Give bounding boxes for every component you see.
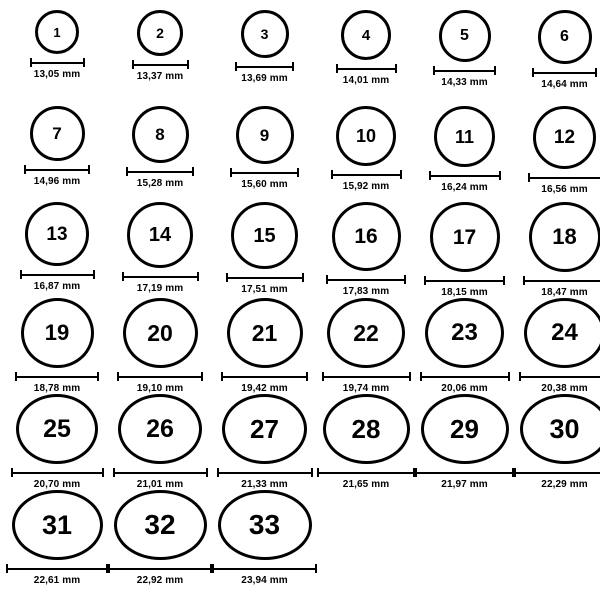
ring-diameter-label: 19,74 mm <box>342 383 390 394</box>
caliper-end-right <box>404 275 406 284</box>
ring-size-number: 30 <box>549 413 580 444</box>
caliper-end-left <box>326 275 328 284</box>
ring-diameter-label: 13,69 mm <box>241 73 288 84</box>
caliper-end-right <box>297 168 299 177</box>
caliper-end-left <box>230 168 232 177</box>
ring-size-number: 33 <box>248 509 281 540</box>
caliper-end-left <box>424 276 426 285</box>
ring-diameter-label: 20,06 mm <box>441 383 488 394</box>
caliper-bar <box>235 66 294 68</box>
ring-cell[interactable] <box>108 106 212 202</box>
caliper-end-right <box>97 372 99 381</box>
caliper-end-left <box>217 468 219 477</box>
caliper-bar <box>132 64 189 66</box>
caliper-icon <box>20 270 95 279</box>
ring-measure <box>221 372 308 394</box>
caliper-bar <box>122 276 199 278</box>
caliper-icon <box>132 60 189 69</box>
ring-size-number: 19 <box>44 320 70 345</box>
ring-diameter-label: 20,38 mm <box>541 383 588 394</box>
caliper-end-right <box>292 62 294 71</box>
ring-cell[interactable] <box>415 394 514 490</box>
ring-size-number: 22 <box>353 319 379 346</box>
ring-cell[interactable] <box>415 202 514 298</box>
caliper-end-right <box>395 64 397 73</box>
ring-circle <box>241 10 289 58</box>
caliper-end-right <box>83 58 85 67</box>
ring-cell[interactable] <box>108 490 212 586</box>
ring-circle <box>529 202 600 272</box>
ring-cell[interactable] <box>514 394 600 490</box>
caliper-icon <box>24 165 90 174</box>
ring-size-number: 3 <box>260 26 269 42</box>
caliper-bar <box>424 280 505 282</box>
caliper-bar <box>15 376 99 378</box>
ring-circle <box>12 490 103 560</box>
ring-cell[interactable] <box>415 298 514 394</box>
ring-measure <box>235 62 294 84</box>
caliper-bar <box>415 472 514 474</box>
ring-measure <box>132 60 189 82</box>
caliper-icon <box>420 372 510 381</box>
ring-cell[interactable] <box>317 10 415 106</box>
caliper-bar <box>108 568 212 570</box>
ring-circle <box>341 10 391 60</box>
ring-diameter-label: 22,61 mm <box>33 575 81 586</box>
ring-size-number: 24 <box>551 319 578 346</box>
ring-cell[interactable] <box>108 202 212 298</box>
ring-cell[interactable] <box>108 10 212 106</box>
caliper-icon <box>415 468 514 477</box>
ring-circle <box>30 106 85 161</box>
ring-circle <box>114 490 207 560</box>
caliper-bar <box>523 280 600 282</box>
ring-measure <box>24 165 90 187</box>
ring-cell[interactable] <box>212 10 317 106</box>
caliper-icon <box>117 372 203 381</box>
caliper-end-right <box>409 372 411 381</box>
ring-circle <box>524 298 600 368</box>
caliper-end-right <box>206 468 208 477</box>
ring-size-number: 28 <box>351 414 381 444</box>
caliper-icon <box>317 468 415 477</box>
ring-diameter-label: 17,83 mm <box>342 286 390 297</box>
ring-diameter-label: 14,33 mm <box>441 77 488 88</box>
ring-diameter-label: 21,33 mm <box>241 479 288 490</box>
ring-diameter-label: 15,92 mm <box>342 181 390 192</box>
caliper-end-left <box>122 272 124 281</box>
ring-circle <box>336 106 396 166</box>
caliper-end-right <box>508 372 510 381</box>
caliper-end-right <box>201 372 203 381</box>
caliper-end-left <box>519 372 521 381</box>
ring-diameter-label: 18,78 mm <box>33 383 81 394</box>
caliper-icon <box>15 372 99 381</box>
caliper-icon <box>523 276 600 285</box>
ring-diameter-label: 19,42 mm <box>241 383 288 394</box>
caliper-end-left <box>514 468 516 477</box>
ring-measure <box>11 468 104 490</box>
caliper-bar <box>30 62 85 64</box>
ring-circle <box>16 394 98 464</box>
ring-cell[interactable] <box>317 106 415 202</box>
caliper-end-right <box>192 167 194 176</box>
caliper-bar <box>230 172 299 174</box>
ring-size-number: 11 <box>454 126 475 147</box>
ring-size-number: 1 <box>53 24 61 40</box>
caliper-end-right <box>595 68 597 77</box>
caliper-bar <box>212 568 317 570</box>
caliper-icon <box>108 564 212 573</box>
ring-circle <box>25 202 89 266</box>
caliper-end-right <box>93 270 95 279</box>
ring-cell[interactable] <box>317 202 415 298</box>
caliper-icon <box>429 171 501 180</box>
ring-cell[interactable] <box>514 106 600 202</box>
caliper-icon <box>235 62 294 71</box>
ring-circle <box>231 202 298 269</box>
caliper-bar <box>113 472 208 474</box>
caliper-end-right <box>503 276 505 285</box>
ring-measure <box>113 468 208 490</box>
ring-measure <box>519 372 600 394</box>
ring-measure <box>20 270 95 292</box>
caliper-end-left <box>20 270 22 279</box>
ring-circle <box>421 394 509 464</box>
caliper-bar <box>532 72 597 74</box>
ring-cell[interactable] <box>415 106 514 202</box>
caliper-bar <box>317 472 415 474</box>
ring-circle <box>127 202 193 268</box>
ring-circle <box>123 298 198 368</box>
ring-cell[interactable] <box>212 298 317 394</box>
ring-circle <box>132 106 189 163</box>
caliper-bar <box>326 279 406 281</box>
ring-diameter-label: 21,01 mm <box>136 479 184 490</box>
caliper-end-left <box>429 171 431 180</box>
ring-size-number: 5 <box>460 27 469 44</box>
caliper-end-left <box>24 165 26 174</box>
ring-circle <box>434 106 495 167</box>
caliper-bar <box>420 376 510 378</box>
ring-measure <box>326 275 406 297</box>
caliper-icon <box>519 372 600 381</box>
ring-measure <box>336 64 397 86</box>
ring-measure <box>433 66 496 88</box>
ring-circle <box>323 394 410 464</box>
ring-measure <box>217 468 313 490</box>
ring-diameter-label: 16,56 mm <box>541 184 588 195</box>
caliper-bar <box>322 376 411 378</box>
caliper-bar <box>226 277 304 279</box>
caliper-end-right <box>306 372 308 381</box>
ring-cell[interactable] <box>6 106 108 202</box>
ring-size-number: 14 <box>148 224 172 246</box>
ring-size-number: 9 <box>259 125 270 145</box>
ring-cell[interactable] <box>514 10 600 106</box>
caliper-bar <box>429 175 501 177</box>
caliper-end-left <box>420 372 422 381</box>
ring-measure <box>420 372 510 394</box>
ring-diameter-label: 17,19 mm <box>136 283 184 294</box>
caliper-bar <box>221 376 308 378</box>
ring-measure <box>30 58 85 80</box>
caliper-end-left <box>336 64 338 73</box>
caliper-bar <box>24 169 90 171</box>
ring-diameter-label: 22,29 mm <box>541 479 588 490</box>
caliper-end-left <box>235 62 237 71</box>
ring-size-number: 29 <box>450 414 479 444</box>
ring-measure <box>6 564 108 586</box>
ring-diameter-label: 13,37 mm <box>136 71 184 82</box>
ring-size-number: 26 <box>146 414 174 443</box>
ring-cell[interactable] <box>6 202 108 298</box>
ring-size-number: 6 <box>560 28 569 45</box>
ring-size-number: 2 <box>156 25 164 41</box>
ring-cell[interactable] <box>317 394 415 490</box>
ring-size-number: 21 <box>251 319 278 346</box>
ring-measure <box>331 170 402 192</box>
ring-diameter-label: 13,05 mm <box>33 69 81 80</box>
caliper-end-left <box>322 372 324 381</box>
caliper-end-right <box>311 468 313 477</box>
ring-circle <box>35 10 79 54</box>
caliper-end-left <box>523 276 525 285</box>
ring-cell[interactable] <box>108 298 212 394</box>
ring-circle <box>520 394 600 464</box>
ring-cell[interactable] <box>514 298 600 394</box>
caliper-end-left <box>108 564 110 573</box>
caliper-icon <box>326 275 406 284</box>
ring-cell[interactable] <box>317 298 415 394</box>
caliper-end-right <box>197 272 199 281</box>
ring-cell[interactable] <box>212 490 317 586</box>
ring-cell[interactable] <box>212 394 317 490</box>
caliper-bar <box>11 472 104 474</box>
caliper-icon <box>433 66 496 75</box>
caliper-icon <box>30 58 85 67</box>
caliper-icon <box>11 468 104 477</box>
ring-diameter-label: 21,65 mm <box>342 479 390 490</box>
caliper-icon <box>122 272 199 281</box>
ring-measure <box>429 171 501 193</box>
caliper-end-left <box>132 60 134 69</box>
ring-circle <box>533 106 596 169</box>
caliper-bar <box>331 174 402 176</box>
ring-size-number: 7 <box>52 124 62 143</box>
caliper-end-right <box>187 60 189 69</box>
ring-size-number: 13 <box>46 223 68 245</box>
ring-measure <box>126 167 194 189</box>
ring-measure <box>317 468 415 490</box>
ring-circle <box>137 10 183 56</box>
ring-cell[interactable] <box>6 298 108 394</box>
caliper-icon <box>126 167 194 176</box>
ring-size-number: 12 <box>553 127 576 148</box>
ring-diameter-label: 19,10 mm <box>136 383 184 394</box>
caliper-bar <box>6 568 108 570</box>
ring-diameter-label: 16,24 mm <box>441 182 488 193</box>
caliper-bar <box>528 177 600 179</box>
caliper-end-right <box>102 468 104 477</box>
ring-size-number: 8 <box>155 125 165 144</box>
caliper-end-left <box>415 468 417 477</box>
ring-size-number: 4 <box>361 26 371 44</box>
caliper-bar <box>514 472 600 474</box>
ring-cell[interactable] <box>6 10 108 106</box>
ring-size-number: 10 <box>355 126 377 146</box>
ring-circle <box>439 10 491 62</box>
ring-circle <box>222 394 307 464</box>
ring-cell[interactable] <box>108 394 212 490</box>
caliper-bar <box>217 472 313 474</box>
ring-size-number: 15 <box>253 224 276 247</box>
ring-grid <box>6 10 594 586</box>
ring-measure <box>230 168 299 190</box>
caliper-icon <box>322 372 411 381</box>
ring-circle <box>538 10 592 64</box>
ring-cell[interactable] <box>514 202 600 298</box>
caliper-icon <box>226 273 304 282</box>
caliper-end-left <box>15 372 17 381</box>
caliper-end-right <box>494 66 496 75</box>
ring-circle <box>425 298 504 368</box>
ring-measure <box>15 372 99 394</box>
caliper-end-left <box>126 167 128 176</box>
ring-measure <box>532 68 597 90</box>
ring-circle <box>430 202 500 272</box>
ring-diameter-label: 20,70 mm <box>33 479 81 490</box>
caliper-bar <box>117 376 203 378</box>
caliper-end-right <box>302 273 304 282</box>
ring-diameter-label: 15,60 mm <box>241 179 288 190</box>
caliper-end-right <box>315 564 317 573</box>
ring-diameter-label: 18,47 mm <box>541 287 588 298</box>
ring-diameter-label: 21,97 mm <box>441 479 488 490</box>
ring-size-number: 32 <box>144 509 176 540</box>
caliper-bar <box>126 171 194 173</box>
ring-measure <box>108 564 212 586</box>
caliper-end-left <box>11 468 13 477</box>
caliper-end-left <box>221 372 223 381</box>
caliper-icon <box>217 468 313 477</box>
caliper-bar <box>20 274 95 276</box>
ring-measure <box>514 468 600 490</box>
caliper-end-left <box>113 468 115 477</box>
ring-diameter-label: 16,87 mm <box>33 281 81 292</box>
caliper-icon <box>6 564 108 573</box>
ring-measure <box>528 173 600 195</box>
ring-circle <box>218 490 312 560</box>
ring-cell[interactable] <box>6 394 108 490</box>
caliper-end-right <box>400 170 402 179</box>
caliper-end-left <box>532 68 534 77</box>
ring-diameter-label: 15,28 mm <box>136 178 184 189</box>
caliper-end-left <box>30 58 32 67</box>
ring-measure <box>117 372 203 394</box>
caliper-icon <box>514 468 600 477</box>
ring-cell[interactable] <box>415 10 514 106</box>
ring-cell[interactable] <box>212 202 317 298</box>
caliper-bar <box>519 376 600 378</box>
caliper-end-left <box>433 66 435 75</box>
caliper-icon <box>230 168 299 177</box>
caliper-icon <box>424 276 505 285</box>
caliper-end-left <box>212 564 214 573</box>
caliper-end-right <box>88 165 90 174</box>
ring-measure <box>122 272 199 294</box>
ring-diameter-label: 17,51 mm <box>241 284 288 295</box>
ring-size-number: 27 <box>250 414 279 444</box>
caliper-end-left <box>317 468 319 477</box>
ring-diameter-label: 18,15 mm <box>441 287 488 298</box>
ring-circle <box>227 298 303 368</box>
ring-size-number: 16 <box>354 225 378 248</box>
ring-diameter-label: 14,96 mm <box>33 176 81 187</box>
ring-measure <box>322 372 411 394</box>
caliper-bar <box>433 70 496 72</box>
caliper-bar <box>336 68 397 70</box>
caliper-end-left <box>6 564 8 573</box>
ring-size-number: 25 <box>43 414 71 443</box>
caliper-icon <box>113 468 208 477</box>
ring-circle <box>236 106 294 164</box>
ring-circle <box>327 298 405 368</box>
ring-measure <box>424 276 505 298</box>
ring-circle <box>21 298 94 368</box>
caliper-icon <box>221 372 308 381</box>
ring-size-number: 20 <box>147 319 173 346</box>
ring-size-number: 17 <box>452 225 477 249</box>
caliper-icon <box>528 173 600 182</box>
ring-measure <box>212 564 317 586</box>
ring-measure <box>226 273 304 295</box>
caliper-end-left <box>528 173 530 182</box>
caliper-end-right <box>499 171 501 180</box>
caliper-end-left <box>331 170 333 179</box>
ring-measure <box>523 276 600 298</box>
ring-size-number: 23 <box>451 319 478 346</box>
ring-cell[interactable] <box>6 490 108 586</box>
caliper-icon <box>212 564 317 573</box>
caliper-end-left <box>117 372 119 381</box>
ring-diameter-label: 22,92 mm <box>136 575 184 586</box>
ring-diameter-label: 14,64 mm <box>541 79 588 90</box>
caliper-icon <box>532 68 597 77</box>
caliper-icon <box>331 170 402 179</box>
caliper-end-left <box>226 273 228 282</box>
ring-circle <box>118 394 202 464</box>
ring-size-number: 18 <box>552 224 577 249</box>
ring-measure <box>415 468 514 490</box>
ring-size-number: 31 <box>41 509 73 540</box>
caliper-icon <box>336 64 397 73</box>
ring-diameter-label: 23,94 mm <box>241 575 288 586</box>
ring-diameter-label: 14,01 mm <box>342 75 390 86</box>
ring-cell[interactable] <box>212 106 317 202</box>
ring-circle <box>332 202 401 271</box>
